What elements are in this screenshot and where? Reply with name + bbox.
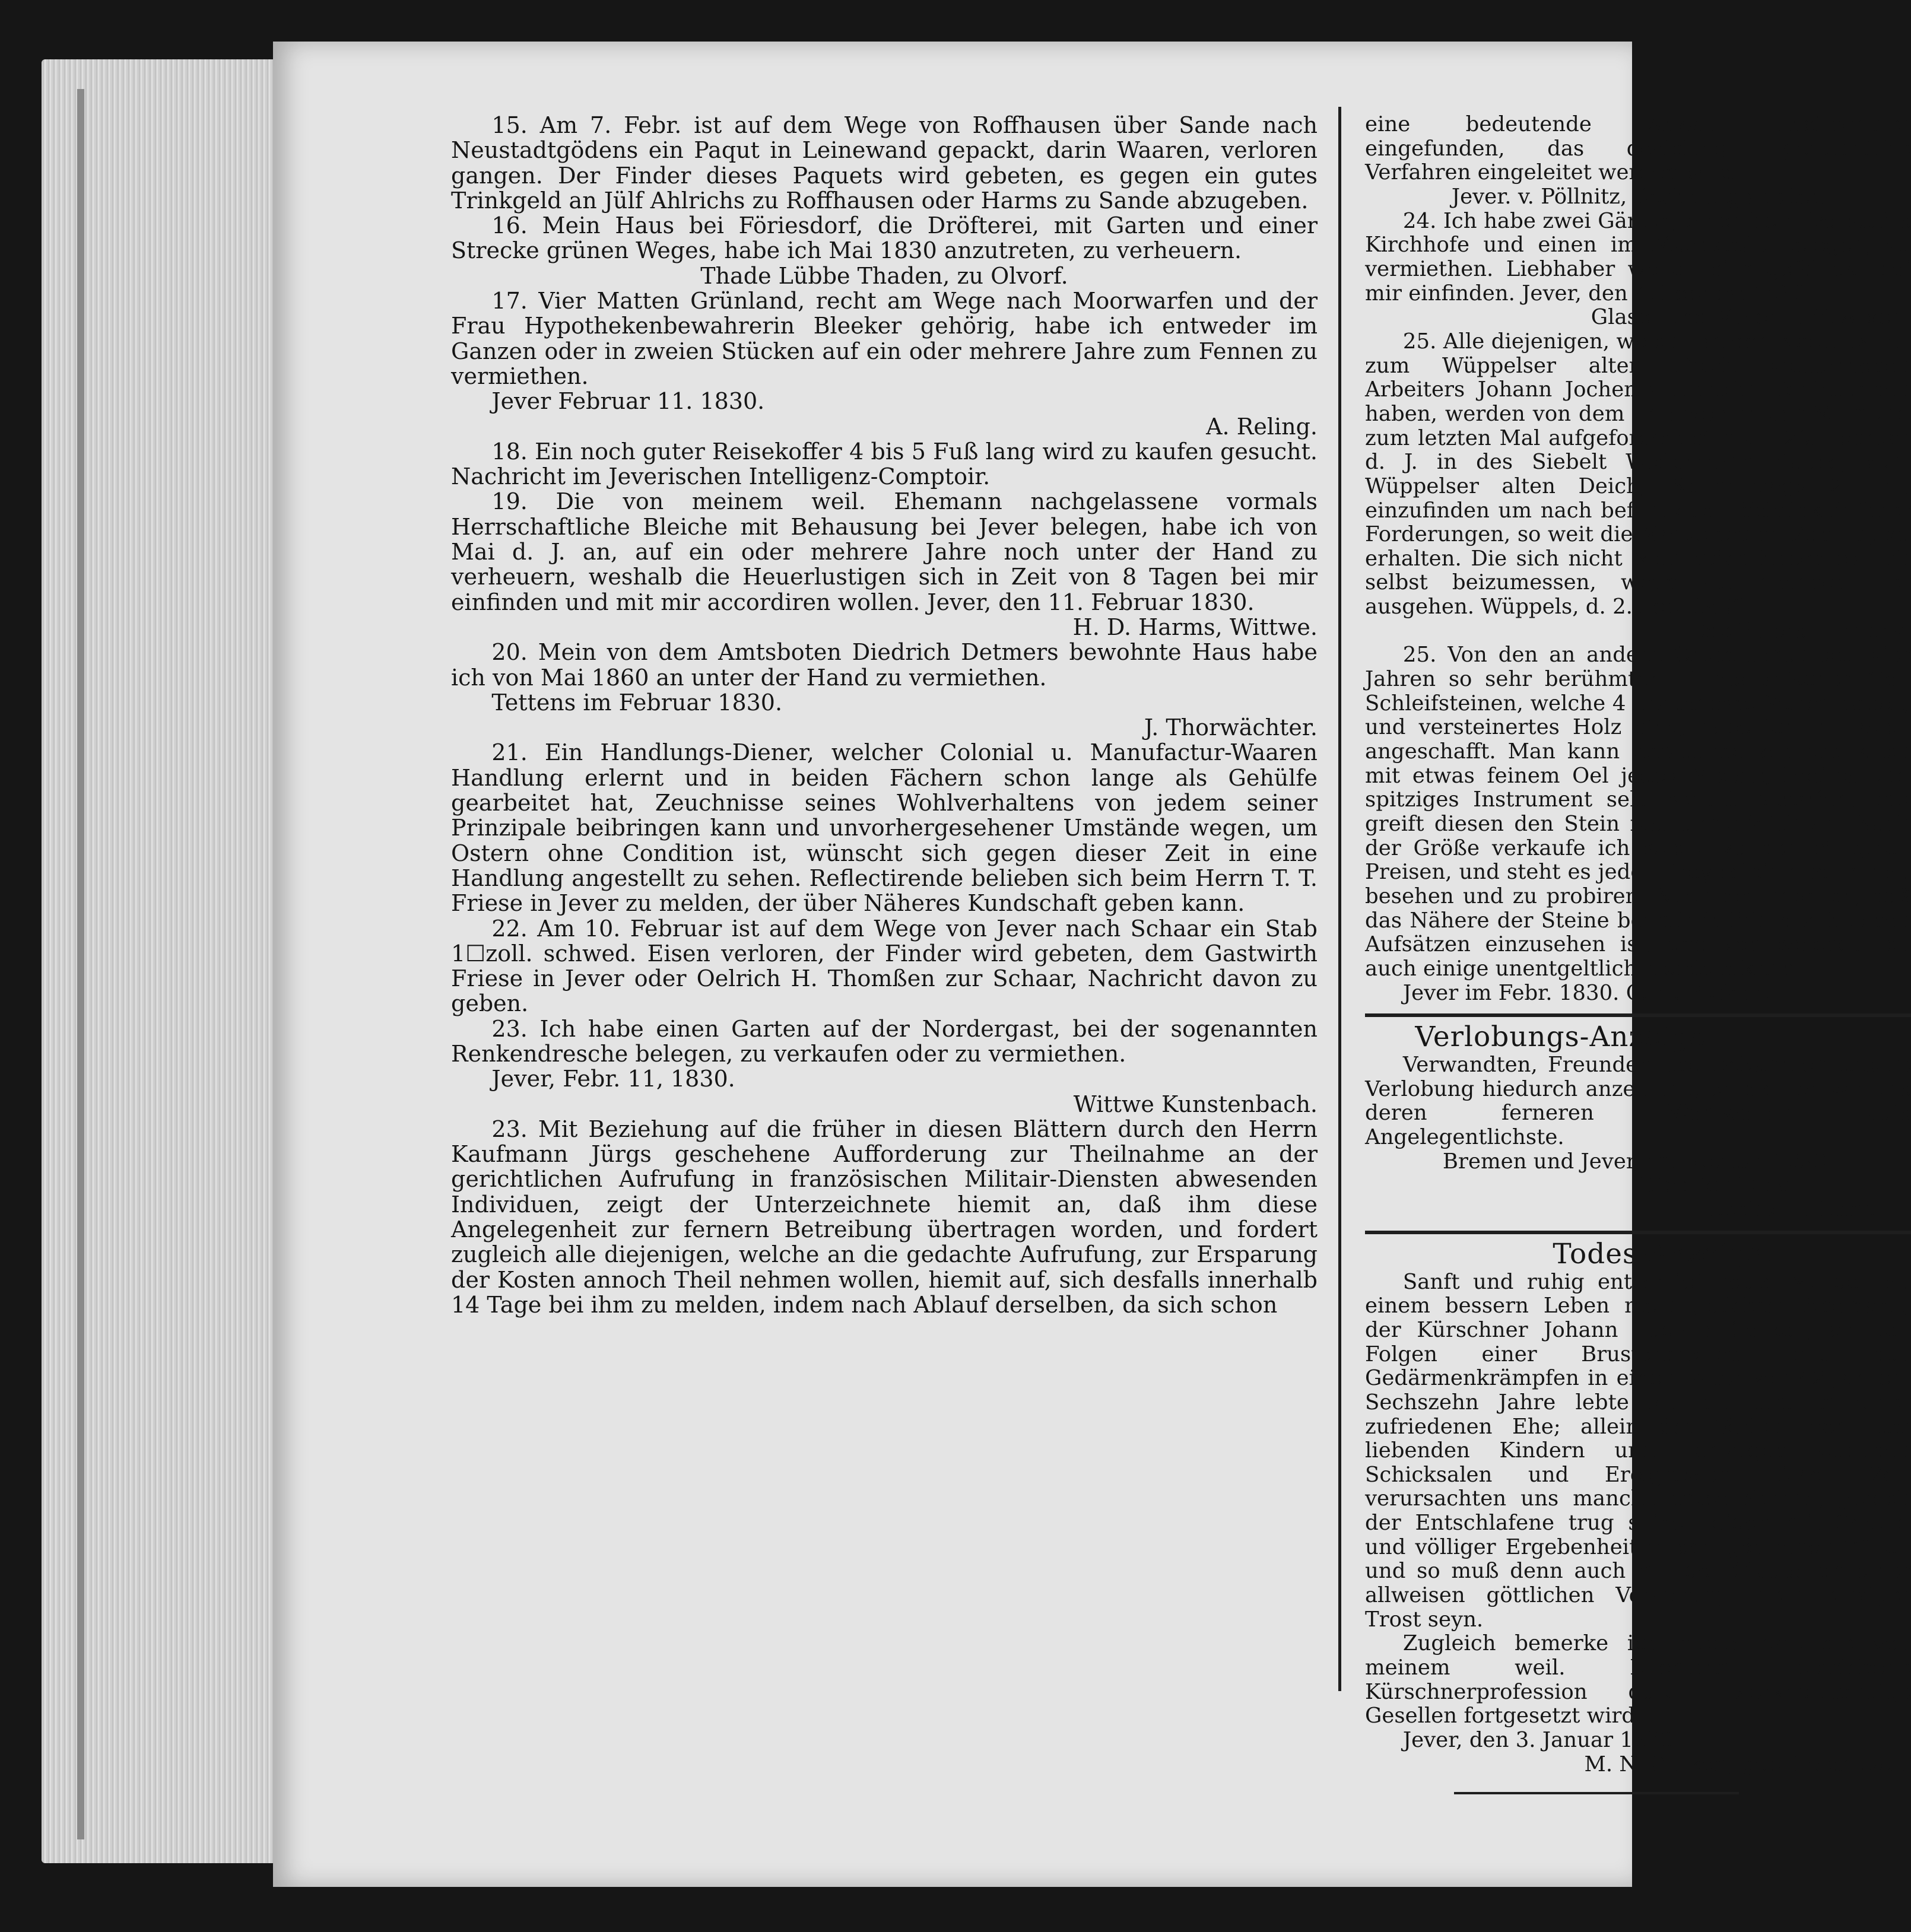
ad-paragraph: eine bedeutende Anzahl Theilnehmer eingefunden, das desfallsige gerichtliche Verfahren eingeleitet werden wird. [1365,112,1911,185]
ad-paragraph: 25. Alle diejenigen, welche an den Nachlaß des zum Wüppelser alten Deich verstorbenen Arbeiters Johann Jochems Hinrichs Forderungen haben, werden von dem unterzeichneten Vormund zum letzten Mal aufgefordert sich am 20. Februar d. J. in des Siebelt Wedermann Hause, zum Wüppelser alten Deich, Nachmittags 2 Uhr, einzufinden um nach befundener Richtigkeit ihrer Forderungen, so weit die Masse reicht, Zahlung zu erhalten. Die sich nicht Meldenden haben es sich selbst beizumessen, wenn sie nachher leer ausgehen. Wüppels, d. 2. Feb. 1830. [1365,329,1911,619]
left-column [451,113,1318,1317]
right-column [1365,113,1911,1794]
ad-paragraph: 15. Am 7. Febr. ist auf dem Wege von Roffhausen über Sande nach Neustadtgödens ein Paqut in Leinewand gepackt, darin Waaren, verloren gangen. Der Finder dieses Paquets wird gebeten, es gegen ein gutes Trinkgeld an Jülf Ahlrichs zu Roffhausen oder Harms zu Sande abzugeben. [451,112,1318,214]
death-notice-place-date: Jever, den 3. Januar 1830. [1402,1728,1681,1753]
engagement-place-date: Bremen und Jever, im Februar 1830. [1442,1149,1834,1174]
engagement-body: Verwandten, Freunden und Bekannten unsere Verlobung hiedurch anzeigend, empfehlen wir uns deren ferneren Wohlwollen aufs Angelegentlichste. [1365,1053,1911,1150]
section-rule [1365,1231,1911,1234]
ad-paragraph: 23. Mit Beziehung auf die früher in diesen Blättern durch den Herrn Kaufmann Jürgs geschehene Aufforderung zur Theilnahme an der gerichtlichen Aufrufung in französischen Militair-Diensten abwesenden Individuen, zeigt der Unterzeichnete hiemit an, daß ihm diese Angelegenheit zur fernern Betreibung übertragen worden, und fordert zugleich alle diejenigen, welche an die gedachte Aufrufung, zur Ersparung der Kosten annoch Theil nehmen wollen, hiemit auf, sich desfalls innerhalb 14 Tage bei ihm zu melden, indem nach Ablauf derselben, da sich schon [451,1116,1318,1318]
death-notice-body: Sanft und ruhig entschlief heute Morgen zu einem bessern Leben mein geliebter Ehemann, der Kürschner Johann Ludwig Gerken, an den Folgen einer Brustkrankheit und den Gedärmenkrämpfen in einem Alter von 42 Jahren. Sechszehn Jahre lebte ich mit ihm in einer zufriedenen Ehe; allein der Verlust von fünf liebenden Kindern und sonstigen widrigen Schicksalen und Ereignissen dieser Zeit verursachten uns manche trübe Stunde, jedoch der Entschlafene trug seine Leiden mit Geduld und völliger Ergebenheit in den göttlichen Willen und so muß denn auch mir der Glaube an einer allweisen göttlichen Vorsehung mein einziger Trost seyn. [1365,1269,1911,1632]
ad-paragraph: 18. Ein noch guter Reisekoffer 4 bis 5 Fuß lang wird zu kaufen gesucht. Nachricht im Jeverischen Intelligenz-Comptoir. [451,438,1318,490]
ad-paragraph: 25. Von den an andern Orten schon seit vier Jahren so sehr berühmten Hindostanischen Oel-Schleifsteinen, welche 4 brauchbare Seiten haben, und versteinertes Holz sind, habe ich mir auch angeschafft. Man kann darauf trocken und auch mit etwas feinem Oel jedes Messer, breites und spitziges Instrument sehr schnell schärfen, und greift diesen den Stein fast unmerklich an. Nach der Größe verkaufe ich solche zu den billigsten Preisen, und steht es jedem frey selbige bei mir zu besehen und zu probiren. Noch bemerke ich, daß das Nähere der Steine bei mir in lithographischen Aufsätzen einzusehen ist, und von welchen ich auch einige unentgeltlich abgeben kann. [1365,643,1911,981]
engagement-signatory: Diedrich Drost. [1640,1173,1804,1198]
ad-paragraph: 22. Am 10. Februar ist auf dem Wege von Jever nach Schaar ein Stab 1☐zoll. schwed. Eisen verloren, der Finder wird gebeten, dem Gastwirth Friese in Jever oder Oelrich H. Thomßen zur Schaar, Nachricht davon zu geben. [451,915,1318,1017]
column-divider [1338,107,1341,1691]
section-rule [1365,1013,1911,1017]
death-notice-signature: M. N. Gerken, geb. Feldhusen. [1584,1752,1911,1777]
ad-paragraph: 21. Ein Handlungs-Diener, welcher Colonial u. Manufactur-Waaren Handlung erlernt und in beiden Fächern schon lange als Gehülfe gearbeitet hat, Zeuchnisse seines Wohlverhaltens von jedem seiner Prinzipale beibringen kann und unvorhergesehener Umstände wegen, um Ostern ohne Condition ist, wünscht sich gegen dieser Zeit in eine Handlung angestellt zu sehen. Reflectirende belieben sich beim Herrn T. T. Friese in Jever zu melden, der über Näheres Kundschaft geben kann. [451,739,1318,917]
death-notice [1365,1239,1911,1795]
ad-signature: J. Thorwächter. [1144,714,1318,741]
ad-signature: Jever. v. Pöllnitz, Rechnungssteller. [1451,184,1825,209]
ad-signature: Edo Peters Hinrichs. [1690,618,1911,643]
ad-paragraph: 17. Vier Matten Grünland, recht am Wege nach Moorwarfen und der Frau Hypothekenbewahrerin Bleeker gehörig, habe ich entweder im Ganzen oder in zweien Stücken auf ein oder mehrere Jahre zum Fennen zu vermiethen. [451,288,1318,389]
ad-paragraph: 20. Mein von dem Amtsboten Diedrich Detmers bewohnte Haus habe ich von Mai 1860 an unter der Hand zu vermiethen. [451,639,1318,691]
ad-date-line: Tettens im Februar 1830. [491,689,783,716]
ad-paragraph: 16. Mein Haus bei Föriesdorf, die Dröfterei, mit Garten und einer Strecke grünen Weges, habe ich Mai 1830 anzutreten, zu verheuern. [451,212,1318,264]
ad-signature: Glaser und Maler F. H. Arxen. [1591,305,1911,330]
closing-rule [1454,1792,1739,1794]
ad-paragraph: 23. Ich habe einen Garten auf der Nordergast, bei der sogenannten Renkendresche belegen, zu verkaufen oder zu vermiethen. [451,1015,1318,1067]
ad-paragraph: 24. Ich habe zwei Gärten, einen beim Vorstadts Kirchhofe und einen im Moorlande belegen, zu vermiethen. Liebhaber wollen sich gefälligst bei mir einfinden. Jever, den 4. Februar 1830. [1365,208,1911,306]
ad-paragraph: 19. Die von meinem weil. Ehemann nachgelassene vormals Herrschaftliche Bleiche mit Behausung bei Jever belegen, habe ich von Mai d. J. an, auf ein oder mehrere Jahre noch unter der Hand zu verheuern, weshalb die Heuerlustigen sich in Zeit von 8 Tagen bei mir einfinden und mit mir accordiren wollen. Jever, den 11. Februar 1830. [451,488,1318,615]
right-column-ads [1365,113,1911,1005]
ad-date-line: Jever, Febr. 11, 1830. [491,1066,735,1092]
engagement-signatory: Sophie Hillerns. [1709,1197,1881,1222]
death-notice-heading: Todes-Anzeige. [1553,1238,1773,1270]
death-notice-addendum: Zugleich bemerke ich hiebei daß die von meinem weil. Ehemann betriebene Kürschnerprofession durch werkverständige Gesellen fortgesetzt wird. [1365,1631,1911,1728]
engagement-heading: Verlobungs-Anzeige. [1415,1021,1716,1054]
engagement-notice [1365,1022,1911,1222]
ad-date-line: Jever Februar 11. 1830. [491,388,765,415]
ad-signature: Thade Lübbe Thaden, zu Olvorf. [700,262,1068,289]
binding-shadow [77,89,84,1839]
ad-signature: Wittwe Kunstenbach. [1073,1091,1318,1117]
ad-signature: H. D. Harms, Wittwe. [1072,614,1318,640]
printed-page [273,42,1911,1887]
ad-signature: A. Reling. [1206,413,1318,440]
ad-date-line: Jever im Febr. 1830. C. H. Peeken. [1402,980,1770,1005]
